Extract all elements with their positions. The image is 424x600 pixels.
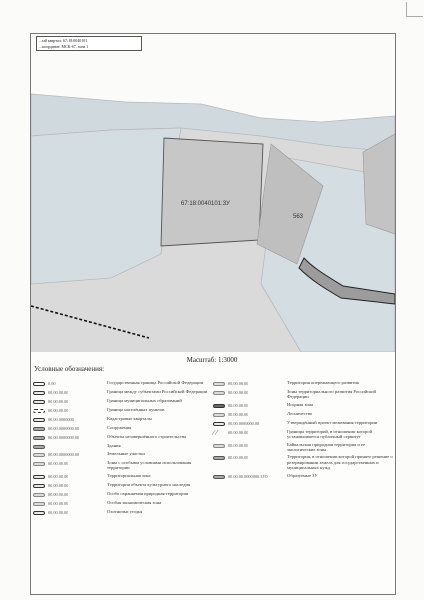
legend-code: 00.00.00.00 (48, 473, 69, 479)
legend-code: 00.00.0000000.00 (228, 420, 260, 426)
parcel-main[interactable] (161, 138, 263, 246)
legend-text: Образуемые ЗУ (287, 472, 318, 478)
legend-swatch-cell (213, 442, 287, 449)
dark-bar-icon (213, 404, 225, 408)
legend-swatch-cell (213, 402, 287, 409)
legend-swatch-cell (33, 443, 107, 449)
slash-mark-icon: ⁄ ⁄ (213, 428, 218, 437)
legend-code: 00.00.00.00 (48, 408, 69, 413)
legend-text: Сооружения (107, 425, 132, 430)
gray-bar-icon (33, 445, 45, 449)
legend-text: Зоны с особыми условиями использования территории (107, 460, 192, 471)
gray-bar-icon (213, 475, 225, 479)
legend-code: 00.00.00.0000000.3У0 (228, 473, 268, 479)
gray-bar-icon (213, 456, 225, 460)
legend-item (33, 509, 213, 516)
legend-item (213, 454, 393, 470)
legend-item (33, 389, 213, 396)
legend-text: Земельные участки (107, 451, 145, 456)
legend-swatch-cell (33, 398, 107, 405)
legend-code: 00.00.00.00 (48, 491, 69, 497)
legend-item (33, 416, 213, 423)
legend-item (33, 434, 213, 441)
legend-text: Территория объекта культурного наследия (107, 481, 191, 487)
legend-code: 00.00.00.00 (48, 500, 69, 506)
light-bar-icon (33, 493, 45, 497)
legend-item (33, 482, 213, 489)
legend-text: Лесничество (287, 410, 313, 416)
legend-code: 00.00.00.00 (48, 461, 69, 466)
light-bar-icon (213, 382, 225, 386)
legend-code: 00.00.00.00 (228, 455, 249, 461)
map-canvas[interactable] (31, 34, 395, 352)
legend-text: Байкальская природная территория и ее экологические зоны (287, 441, 366, 453)
legend-swatch-cell (33, 389, 107, 396)
legend-swatch-cell (33, 380, 107, 387)
legend-swatch-cell (33, 482, 107, 489)
legend-text: Утверждённый проект межевания территории (287, 419, 378, 425)
legend-swatch-cell (33, 473, 107, 480)
rounded-bar-icon (33, 418, 45, 422)
legend-swatch-cell (213, 380, 287, 387)
legend-item (213, 380, 393, 387)
legend-swatch-cell (33, 407, 107, 414)
rounded-bar-icon (33, 475, 45, 479)
legend-item (213, 442, 393, 453)
legend-swatch-cell (33, 425, 107, 432)
gray-bar-icon (33, 427, 45, 431)
page-corner-mark (406, 2, 423, 17)
legend-swatch-cell (213, 454, 287, 461)
dashed-bar-icon (33, 409, 45, 413)
legend-code: 00.00.0000000.00 (48, 452, 80, 457)
legend-text: Особая экономическая зона (107, 499, 162, 505)
legend-title: Условные обозначения: (34, 365, 105, 373)
legend-code: 00.00.0000000 (48, 417, 74, 422)
thin-rounded-bar-icon (33, 382, 45, 386)
legend-text: Объекты незавершённого строительства (107, 434, 187, 439)
light-bar-icon (33, 462, 45, 466)
light-bar-icon (33, 502, 45, 506)
legend-item (33, 500, 213, 507)
legend-swatch-cell (33, 434, 107, 441)
legend-item (33, 425, 213, 432)
legend-text: Кадастровые кварталы (107, 416, 152, 421)
light-bar-icon (33, 453, 45, 457)
rounded-bar-icon (33, 511, 45, 515)
map-drawing (31, 34, 395, 352)
header-line-2: ...координат: МСК-67, зона 1 (39, 44, 89, 49)
legend-code: 00.00.00.00 (48, 390, 69, 395)
legend-text: Государственная граница Российской Федерации (107, 380, 204, 385)
legend-item (33, 380, 213, 387)
legend-text: Границы территорий, в отношении которой устанавливается публичный сервитут (287, 428, 373, 440)
legend-item (213, 411, 393, 418)
rounded-bar-icon (33, 400, 45, 404)
legend-item (213, 473, 393, 480)
header-box (36, 36, 142, 51)
legend-code: 00.00.00.00 (228, 442, 249, 448)
light-bar-icon (213, 444, 225, 448)
legend-item (33, 398, 213, 405)
legend-swatch-cell (33, 416, 107, 423)
legend-left-column (33, 380, 213, 518)
legend-text: Игорная зона (287, 401, 314, 407)
legend-text: Зоны территориального развития Российской Федерации (287, 389, 376, 400)
legend-swatch-cell (213, 429, 287, 436)
legend-item (213, 389, 393, 400)
legend-code: 00.00.00.00 (228, 429, 249, 435)
legend-item (33, 491, 213, 498)
legend-code: 00.00.00.00 (48, 399, 69, 404)
legend-right-column (213, 380, 393, 482)
legend-item (33, 451, 213, 458)
parcel-edge (363, 134, 395, 234)
legend-code: 00.00.0000000.00 (48, 435, 80, 440)
light-bar-icon (213, 413, 225, 417)
legend-swatch-cell (213, 389, 287, 396)
legend-text: Территория, в отношении которой принято решение о резервировании земель для государственных и муниципальных нужд (287, 454, 393, 471)
legend-item (213, 429, 393, 440)
rounded-bar-icon (33, 391, 45, 395)
header-line-1: ...ый квартал: 67:18:0040101 (39, 38, 88, 43)
legend-item (33, 473, 213, 480)
legend-code: 00.00.00.00 (48, 509, 69, 515)
legend-swatch-cell (33, 500, 107, 507)
legend-text: Охотничьи угодья (107, 508, 143, 514)
legend-text: Граница населённых пунктов (107, 407, 165, 412)
light-bar-icon (213, 391, 225, 395)
rounded-bar-icon (213, 422, 225, 426)
legend-code: 00.00.00.00 (228, 390, 249, 395)
legend-swatch-cell (213, 473, 287, 480)
legend-swatch-cell (213, 420, 287, 427)
parcel-neighbor-label: 563 (293, 214, 304, 220)
legend-text: Граница муниципальных образований (107, 398, 182, 403)
legend-item (33, 460, 213, 471)
legend-swatch-cell (213, 411, 287, 418)
parcel-main-label: 67:18:0040101:3У (181, 201, 230, 207)
scale-text: Масштаб: 1:3000 (186, 356, 238, 364)
legend-swatch-cell (33, 460, 107, 467)
legend-swatch-cell (33, 509, 107, 516)
legend-text: Территория опережающего развития (287, 380, 359, 385)
legend-swatch-cell (33, 451, 107, 458)
legend-item (213, 420, 393, 427)
rounded-bar-icon (33, 484, 45, 488)
legend-item (33, 407, 213, 414)
gray-bar-icon (33, 436, 45, 440)
legend-code: 00.00.00.00 (228, 411, 249, 417)
legend-text: Граница между субъектами Российской Федерации (107, 389, 208, 394)
legend-code: 00.00.00.00 (228, 381, 249, 386)
legend-text: Здания (107, 443, 121, 448)
legend-text: Территориальная зона (107, 472, 151, 478)
legend-code: 0.00 (48, 381, 56, 386)
legend-code: 00.00.00.00 (48, 482, 69, 488)
legend-item (33, 443, 213, 449)
legend-text: Особо охраняемая природная территория (107, 490, 189, 496)
legend-code: 00.00.0000000.00 (48, 426, 80, 431)
legend-swatch-cell (33, 491, 107, 498)
legend-code: 00.00.00.00 (228, 402, 249, 408)
legend-item (213, 402, 393, 409)
